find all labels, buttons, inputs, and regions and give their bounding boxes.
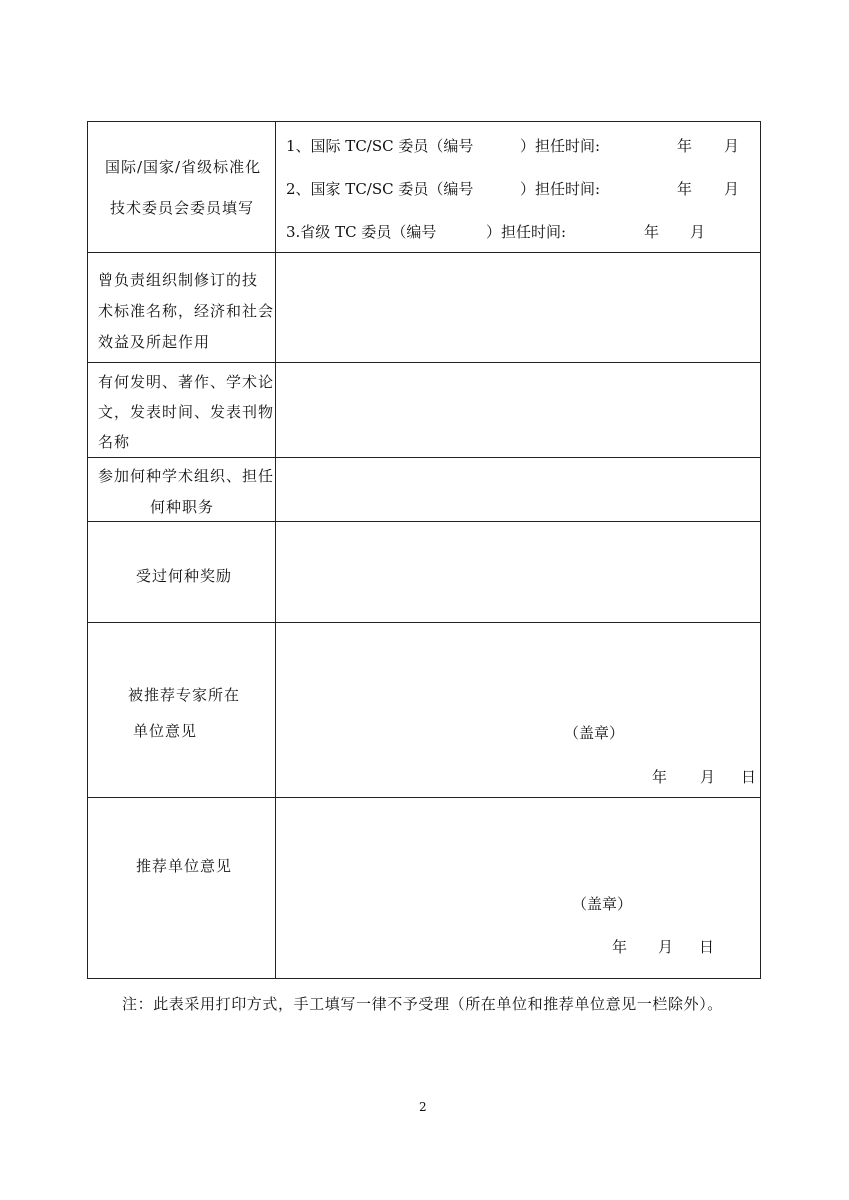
organizations-value-cell[interactable] xyxy=(276,458,760,521)
publications-label-line1: 有何发明、著作、学术论 xyxy=(98,373,275,391)
page-number: 2 xyxy=(419,1100,427,1114)
recommender-opinion-value-cell[interactable] xyxy=(276,798,760,978)
form-footnote: 注：此表采用打印方式，手工填写一律不予受理（所在单位和推荐单位意见一栏除外）。 xyxy=(122,995,723,1013)
committee-entry-3-suffix: ）担任时间: xyxy=(486,223,567,241)
recommender-date-year: 年 xyxy=(612,938,628,956)
awards-label-cell xyxy=(88,522,276,622)
committee-label-line2: 技术委员会委员填写 xyxy=(110,199,255,217)
employer-opinion-label-cell xyxy=(88,623,276,797)
employer-date-month: 月 xyxy=(700,768,716,786)
committee-entry-3-prefix: 3.省级 TC 委员（编号 xyxy=(286,223,437,241)
committee-row xyxy=(88,122,760,253)
awards-value-cell[interactable] xyxy=(276,522,760,622)
committee-entry-1-year: 年 xyxy=(677,137,693,155)
expert-form-table xyxy=(87,121,761,979)
committee-entry-1-suffix: ）担任时间: xyxy=(520,137,601,155)
committee-entry-3-year: 年 xyxy=(644,223,660,241)
employer-seal-label: （盖章） xyxy=(564,724,625,742)
publications-row xyxy=(88,363,760,458)
committee-entry-2-month: 月 xyxy=(724,180,740,198)
organizations-label-line1: 参加何种学术组织、担任 xyxy=(98,467,275,485)
recommender-seal-label: （盖章） xyxy=(572,895,633,913)
committee-label-line1: 国际/国家/省级标准化 xyxy=(105,158,262,176)
employer-opinion-label-line1: 被推荐专家所在 xyxy=(128,686,241,704)
organizations-row xyxy=(88,458,760,522)
organizations-label-line2: 何种职务 xyxy=(150,498,215,516)
standards-label-line3: 效益及所起作用 xyxy=(98,333,211,351)
recommender-opinion-row xyxy=(88,798,760,978)
awards-label: 受过何种奖励 xyxy=(136,567,233,585)
standards-value-cell[interactable] xyxy=(276,253,760,362)
committee-entry-2-prefix: 2、国家 TC/SC 委员（编号 xyxy=(286,180,474,198)
employer-date-day: 日 xyxy=(741,768,757,786)
committee-entry-1-prefix: 1、国际 TC/SC 委员（编号 xyxy=(286,137,474,155)
standards-row xyxy=(88,253,760,363)
committee-label-cell xyxy=(88,122,276,252)
recommender-date-day: 日 xyxy=(699,938,715,956)
committee-entry-2-year: 年 xyxy=(677,180,693,198)
standards-label-line2: 术标准名称，经济和社会 xyxy=(98,302,275,320)
committee-entry-2-suffix: ）担任时间: xyxy=(520,180,601,198)
committee-entry-1-month: 月 xyxy=(724,137,740,155)
committee-entry-3-month: 月 xyxy=(690,223,706,241)
employer-date-year: 年 xyxy=(652,768,668,786)
recommender-opinion-label: 推荐单位意见 xyxy=(136,857,233,875)
publications-label-line3: 名称 xyxy=(98,433,131,451)
committee-value-cell[interactable] xyxy=(276,122,760,252)
publications-label-cell xyxy=(88,363,276,457)
employer-opinion-label-line2: 单位意见 xyxy=(133,722,198,740)
awards-row xyxy=(88,522,760,623)
employer-opinion-value-cell[interactable] xyxy=(276,623,760,797)
organizations-label-cell xyxy=(88,458,276,521)
recommender-opinion-label-cell xyxy=(88,798,276,978)
standards-label-line1: 曾负责组织制修订的技 xyxy=(98,271,259,289)
recommender-date-month: 月 xyxy=(658,938,674,956)
standards-label-cell xyxy=(88,253,276,362)
publications-value-cell[interactable] xyxy=(276,363,760,457)
publications-label-line2: 文，发表时间、发表刊物 xyxy=(98,403,275,421)
employer-opinion-row xyxy=(88,623,760,798)
